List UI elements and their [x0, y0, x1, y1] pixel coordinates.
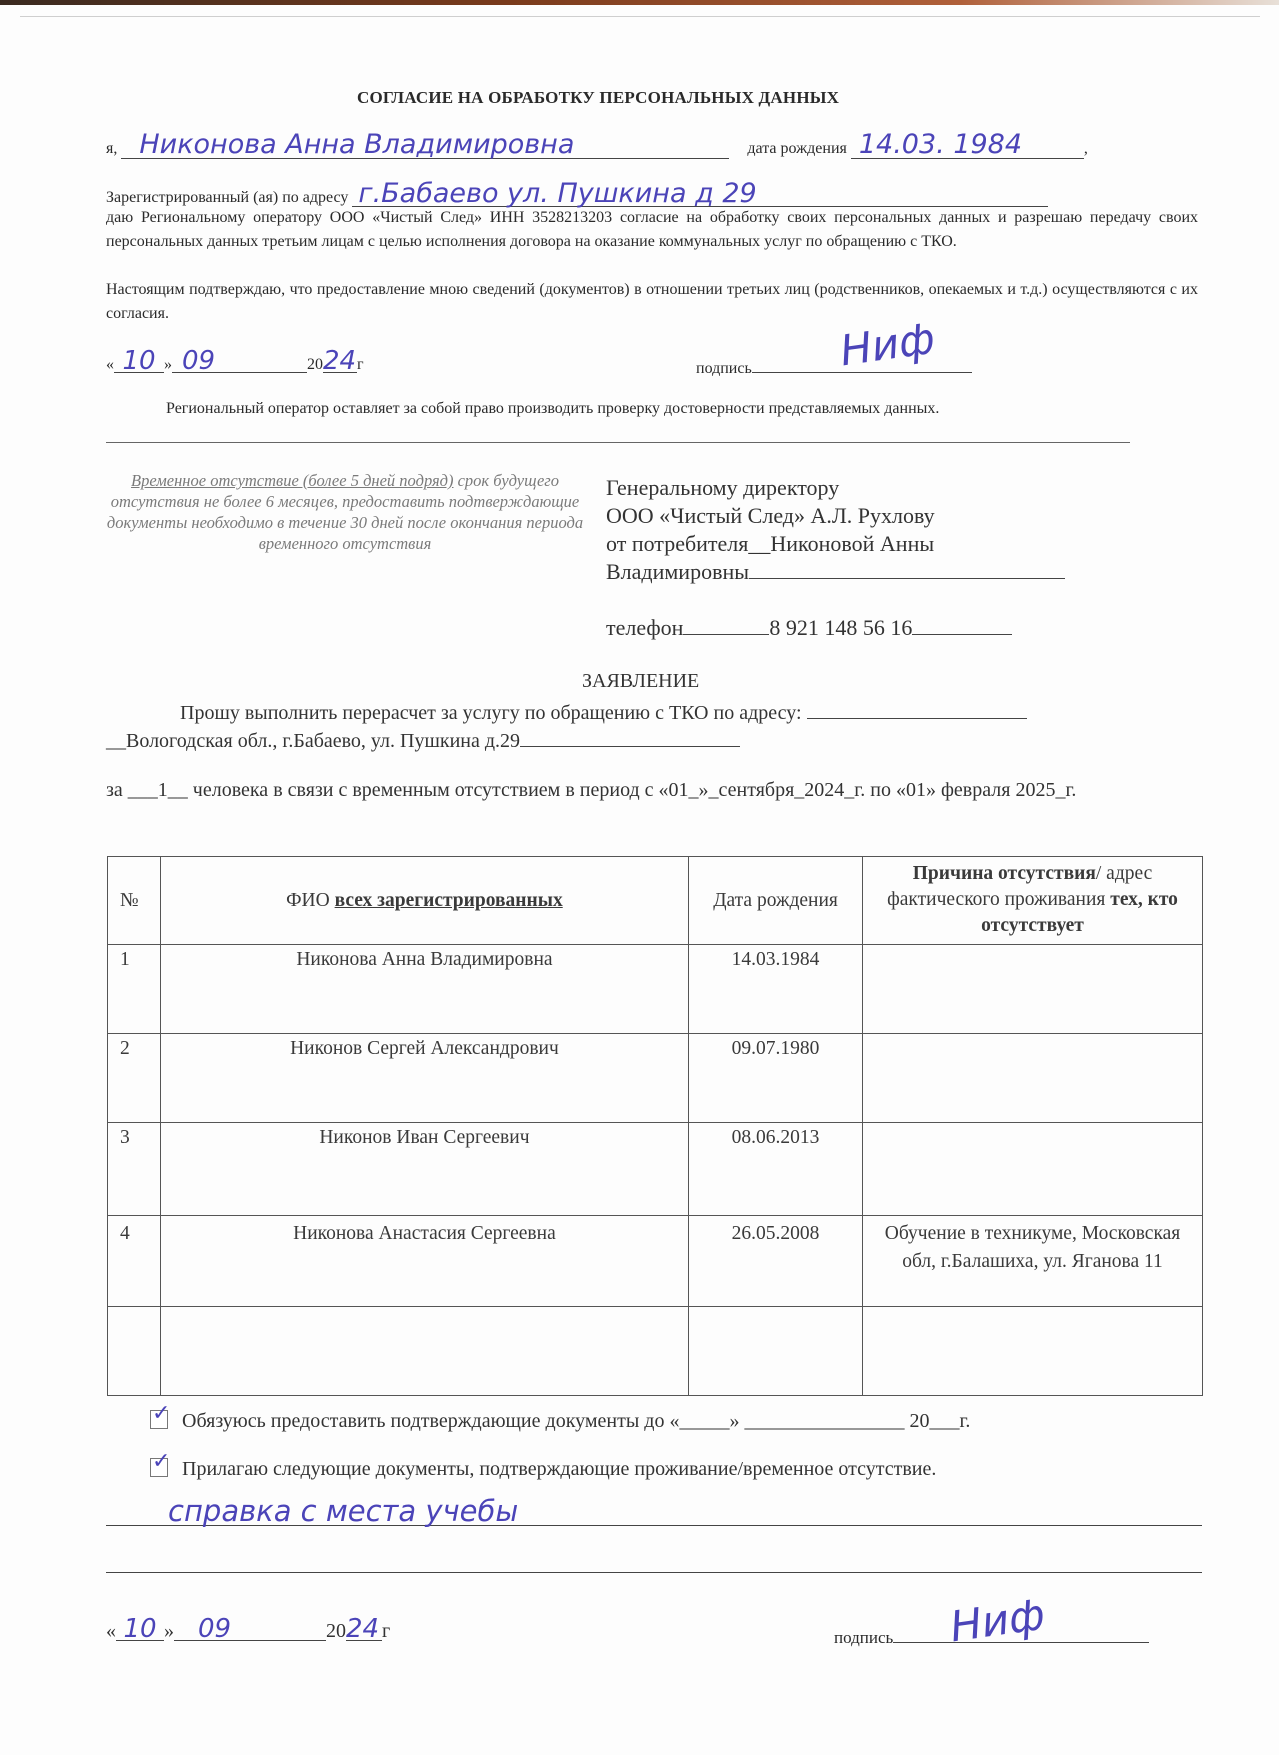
consent-year-field[interactable]: 24: [323, 346, 357, 376]
row-name[interactable]: Никонов Иван Сергеевич: [160, 1123, 688, 1216]
signature-mark: Ниф: [837, 313, 938, 376]
attach-checkbox[interactable]: [150, 1449, 171, 1477]
registered-label: Зарегистрированный (ая) по адресу: [106, 189, 349, 206]
header-reason: [863, 857, 1203, 945]
table-row: [108, 1307, 1203, 1396]
row-name[interactable]: Никонова Анастасия Сергеевна: [160, 1216, 688, 1307]
check-mark-icon: ✓: [152, 1401, 171, 1426]
address-blank: [520, 728, 740, 747]
phone-label: телефон: [606, 615, 684, 640]
row-reason[interactable]: [863, 1034, 1203, 1123]
consent-title: СОГЛАСИЕ НА ОБРАБОТКУ ПЕРСОНАЛЬНЫХ ДАННЫХ: [357, 88, 840, 107]
operator-note: Региональный оператор оставляет за собой право производить проверку достоверности представляемых данных.: [166, 400, 940, 417]
phone-blank-left: [683, 614, 769, 635]
footer-day-field[interactable]: 10: [116, 1618, 164, 1641]
consent-text-2: Настоящим подтверждаю, что предоставление мною сведений (документов) в отношении третьих лиц (родственников, опекаемых и т.д.) осуществляются с их согласия.: [106, 281, 1198, 322]
application-address-line: [106, 728, 740, 753]
note-underlined: Временное отсутствие (более 5 дней подряд): [131, 471, 454, 490]
application-period: за ___1__ человека в связи с временным отсутствием в период с «01_»_сентября_2024_г. по «01» февраля 2025_г.: [106, 779, 1077, 801]
row-num: 1: [108, 945, 161, 1034]
consent-day-field[interactable]: 10: [114, 350, 164, 373]
header-name-bold: всех зарегистрированных: [334, 889, 563, 911]
application-address[interactable]: __Вологодская обл., г.Бабаево, ул. Пушкина д.29: [106, 730, 521, 752]
table-header-row: [108, 857, 1203, 945]
addressee-blank: [749, 558, 1065, 579]
row-num: 4: [108, 1216, 161, 1307]
section-divider: [106, 442, 1130, 443]
note-rest: срок будущего отсутствия не более 6 месяцев, предоставить подтверждающие документы необходимо в течение 30 дней после окончания периода временного отсутствия: [106, 471, 584, 553]
birth-label: дата рождения: [747, 140, 847, 157]
addressee-block: [606, 474, 1065, 642]
addressee-line2: ООО «Чистый След» А.Л. Рухлову: [606, 503, 935, 528]
row-reason[interactable]: [863, 1123, 1203, 1216]
docs-line-2: [106, 1572, 1202, 1573]
birth-date-field[interactable]: 14.03. 1984: [851, 132, 1084, 159]
check-mark-icon: ✓: [152, 1449, 171, 1474]
table-row: [108, 1123, 1203, 1216]
table-row: [108, 1034, 1203, 1123]
header-name-prefix: ФИО: [286, 889, 335, 911]
phone-value[interactable]: 8 921 148 56 16: [769, 615, 913, 640]
consent-month-field[interactable]: 09: [172, 350, 307, 373]
row-num: 3: [108, 1123, 161, 1216]
row-name[interactable]: Никонова Анна Владимировна: [160, 945, 688, 1034]
consent-date: « 10 » 09 2024г: [106, 346, 364, 376]
footer-date: « 10 » 09 2024 г: [106, 1614, 391, 1644]
temporary-absence-note: [105, 470, 585, 554]
table-row: [108, 1216, 1203, 1307]
row-name[interactable]: [160, 1307, 688, 1396]
year-suffix-label: г: [357, 356, 364, 373]
row-date[interactable]: 14.03.1984: [689, 945, 863, 1034]
footer-signature-mark: Ниф: [947, 1589, 1048, 1652]
registered-persons-table: [107, 856, 1203, 1396]
phone-blank-right: [912, 614, 1012, 635]
row-reason[interactable]: [863, 945, 1203, 1034]
footer-year-field[interactable]: 24: [346, 1618, 382, 1641]
header-reason-bold: Причина отсутствия: [912, 863, 1096, 884]
row-reason[interactable]: Обучение в техникуме, Московская обл, г.Балашиха, ул. Яганова 11: [863, 1216, 1203, 1307]
row-num: 2: [108, 1034, 161, 1123]
row-name[interactable]: Никонов Сергей Александрович: [160, 1034, 688, 1123]
i-label: я,: [106, 140, 118, 157]
row-reason[interactable]: [863, 1307, 1203, 1396]
header-reason-mid: / адрес фактического проживания: [887, 863, 1153, 910]
header-name: [160, 857, 688, 945]
name-line: я, Никонова Анна Владимировна дата рождения 14.03. 1984 ,: [106, 129, 1088, 160]
attach-text: Прилагаю следующие документы, подтверждающие проживание/временное отсутствие.: [182, 1458, 937, 1480]
attached-docs-field[interactable]: справка с места учебы: [168, 1494, 519, 1528]
footer-month-field[interactable]: 09: [174, 1618, 326, 1641]
footer-signature-label: подпись: [834, 1628, 894, 1647]
year-prefix: 20: [307, 356, 323, 373]
header-date: Дата рождения: [689, 857, 863, 945]
full-name-field[interactable]: Никонова Анна Владимировна: [121, 132, 729, 159]
scan-top-rule: [20, 16, 1260, 17]
request-text: Прошу выполнить перерасчет за услугу по обращению с ТКО по адресу:: [180, 702, 802, 724]
addressee-line4: Владимировны: [606, 559, 750, 584]
address-line: [106, 178, 1048, 209]
application-request: [180, 700, 1027, 725]
footer-year-prefix: 20: [326, 1620, 346, 1642]
addressee-line1: Генеральному директору: [606, 475, 840, 500]
table-row: [108, 945, 1203, 1034]
consent-text-1: даю Региональному оператору ООО «Чистый След» ИНН 3528213203 согласие на обработку своих персональных данных и разрешаю передачу своих персональных данных третьим лицам с целью исполнения договора на оказание коммунальных услуг по обращению с ТКО.: [106, 209, 1198, 250]
scan-top-edge: [0, 0, 1279, 5]
row-date[interactable]: 09.07.1980: [689, 1034, 863, 1123]
row-date[interactable]: 08.06.2013: [689, 1123, 863, 1216]
request-blank: [807, 700, 1027, 719]
addressee-line3: от потребителя__Никоновой Анны: [606, 531, 935, 556]
commit-checkbox[interactable]: [150, 1401, 171, 1429]
header-reason-bold2: тех, кто отсутствует: [981, 889, 1178, 936]
registered-address-field[interactable]: г.Бабаево ул. Пушкина д 29: [352, 182, 1048, 207]
row-date[interactable]: 26.05.2008: [689, 1216, 863, 1307]
header-num: №: [108, 857, 161, 945]
row-date[interactable]: [689, 1307, 863, 1396]
commit-text: Обязуюсь предоставить подтверждающие документы до «_____» ________________ 20___г.: [182, 1410, 971, 1432]
row-num: [108, 1307, 161, 1396]
application-title: ЗАЯВЛЕНИЕ: [582, 670, 700, 692]
signature-label: подпись: [696, 360, 752, 377]
footer-year-suffix: г: [382, 1620, 391, 1642]
